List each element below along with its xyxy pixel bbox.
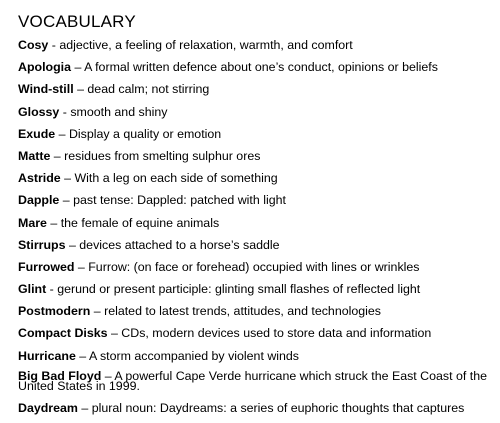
- vocab-entry-postmodern: [18, 304, 496, 318]
- vocab-term: Matte: [18, 148, 51, 163]
- vocab-entry-hurricane: [18, 349, 496, 363]
- vocab-entry-exude: [18, 127, 496, 141]
- vocab-definition: – the female of equine animals: [46, 215, 220, 230]
- vocab-entry-furrowed: [18, 260, 496, 274]
- vocab-term: Mare: [18, 215, 47, 230]
- vocab-entry-wind-still: [18, 82, 496, 96]
- vocab-definition: – dead calm; not stirring: [73, 82, 210, 97]
- vocab-entry-stirrups: [18, 238, 496, 252]
- vocab-entry-dapple: [18, 193, 496, 207]
- vocab-definition: - smooth and shiny: [59, 104, 168, 119]
- vocab-definition: – devices attached to a horse’s saddle: [65, 237, 280, 252]
- vocab-definition: – past tense: Dappled: patched with light: [59, 193, 286, 208]
- vocab-entry-cosy: [18, 38, 496, 52]
- vocab-definition: – Display a quality or emotion: [55, 126, 222, 141]
- vocab-term: Hurricane: [18, 348, 76, 363]
- vocab-entry-astride: [18, 171, 496, 185]
- vocab-entry-glint: [18, 282, 496, 296]
- vocab-term: Furrowed: [18, 259, 75, 274]
- vocab-term: Cosy: [18, 38, 49, 52]
- vocab-definition: - gerund or present participle: glinting small flashes of reflected light: [46, 282, 421, 297]
- vocab-term: Apologia: [18, 60, 71, 75]
- vocab-definition: – A powerful Cape Verde hurricane which struck the East Coast of the United States in 1999.: [18, 368, 487, 394]
- vocabulary-list: [18, 38, 496, 415]
- vocab-definition: – With a leg on each side of something: [60, 171, 278, 186]
- vocab-definition: – CDs, modern devices used to store data and information: [107, 326, 432, 341]
- vocab-entry-matte: [18, 149, 496, 163]
- vocab-term: Wind-still: [18, 82, 74, 97]
- vocab-term: Stirrups: [18, 237, 66, 252]
- vocab-entry-mare: [18, 216, 496, 230]
- vocab-entry-compact-disks: [18, 326, 496, 340]
- vocab-term: Glint: [18, 282, 47, 297]
- vocab-term: Exude: [18, 126, 56, 141]
- vocab-definition: - adjective, a feeling of relaxation, warmth, and comfort: [48, 38, 353, 52]
- vocab-term: Daydream: [18, 400, 78, 415]
- vocab-definition: – residues from smelting sulphur ores: [50, 148, 261, 163]
- vocab-definition: – related to latest trends, attitudes, and technologies: [90, 304, 381, 319]
- vocab-entry-apologia: [18, 60, 496, 74]
- vocab-entry-daydream: [18, 401, 496, 415]
- vocab-entry-big-bad-floyd: [18, 368, 496, 394]
- vocabulary-document: [18, 12, 496, 423]
- vocab-term: Compact Disks: [18, 326, 108, 341]
- vocab-term: Dapple: [18, 193, 60, 208]
- vocab-term: Big Bad Floyd: [18, 368, 102, 383]
- vocab-definition: – A formal written defence about one’s conduct, opinions or beliefs: [71, 60, 438, 75]
- vocab-term: Postmodern: [18, 304, 91, 319]
- vocab-term: Glossy: [18, 104, 60, 119]
- page-title: VOCABULARY: [18, 12, 136, 31]
- vocab-definition: – Furrow: (on face or forehead) occupied with lines or wrinkles: [74, 259, 420, 274]
- vocab-definition: – A storm accompanied by violent winds: [75, 348, 300, 363]
- vocab-definition: – plural noun: Daydreams: a series of euphoric thoughts that captures: [77, 400, 465, 415]
- vocab-entry-glossy: [18, 105, 496, 119]
- vocab-term: Astride: [18, 171, 61, 186]
